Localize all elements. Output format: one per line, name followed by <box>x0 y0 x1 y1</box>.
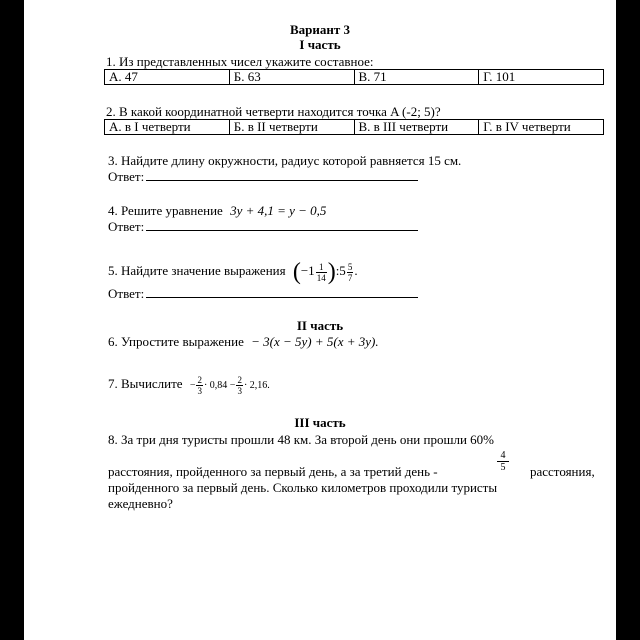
q2-option-c[interactable]: В. в III четверти <box>354 120 479 135</box>
q8-line-2b: расстояния, <box>530 464 595 479</box>
q4-answer-row <box>108 219 418 234</box>
q1-option-c[interactable]: В. 71 <box>354 70 479 85</box>
q7-row <box>108 372 270 398</box>
q7-fraction-1: $\frac{2}{3}$ <box>197 375 202 397</box>
q4-answer-label: Ответ: <box>108 219 145 234</box>
q5-fraction-2: $\frac{5}{7}$ <box>347 261 353 283</box>
q6-text: 6. Упростите выражение <box>108 334 244 349</box>
worksheet-page <box>24 0 616 640</box>
part2-heading: II часть <box>296 318 344 333</box>
q3-text: 3. Найдите длину окружности, радиус которой равняется 15 см. <box>108 153 462 168</box>
q5-row <box>108 258 358 284</box>
q6-expression: − 3(x − 5y) + 5(x + 3y). <box>251 334 379 349</box>
part1-heading: I часть <box>299 37 341 52</box>
q8-fraction: 4 5 <box>497 450 509 473</box>
q8-line-4: ежедневно? <box>108 496 173 511</box>
q2-text: 2. В какой координатной четверти находится точка A (-2; 5)? <box>106 104 441 119</box>
q1-option-b[interactable]: Б. 63 <box>229 70 354 85</box>
q5-text: 5. Найдите значение выражения <box>108 263 286 278</box>
q3-answer-label: Ответ: <box>108 169 145 184</box>
q4-row <box>108 203 326 218</box>
q5-answer-line[interactable] <box>146 286 418 298</box>
variant-title: Вариант 3 <box>289 22 351 37</box>
q8-line-3: пройденного за первый день. Сколько километров проходили туристы <box>108 480 498 495</box>
q3-answer-line[interactable] <box>146 169 418 181</box>
q5-answer-row <box>108 286 418 301</box>
q5-answer-label: Ответ: <box>108 286 145 301</box>
q4-equation: 3y + 4,1 = y − 0,5 <box>230 203 327 218</box>
q7-text: 7. Вычислите <box>108 376 183 391</box>
q1-option-d[interactable]: Г. 101 <box>479 70 604 85</box>
q2-option-b[interactable]: Б. в II четверти <box>229 120 354 135</box>
q6-row <box>108 334 379 349</box>
q5-expression: (−1 $\frac{1}{14}$ ):5 $\frac{5}{7}$ . <box>292 259 358 286</box>
q7-expression: − $\frac{2}{3}$ · 0,84 − $\frac{2}{3}$ · 2,16. <box>189 375 270 397</box>
q5-fraction-1: $\frac{1}{14}$ <box>316 261 326 283</box>
q4-text: 4. Решите уравнение <box>108 203 223 218</box>
q2-option-a[interactable]: А. в I четверти <box>105 120 230 135</box>
q1-options-table <box>104 69 604 85</box>
q7-fraction-2: $\frac{2}{3}$ <box>237 375 242 397</box>
q4-answer-line[interactable] <box>146 219 418 231</box>
q1-text: 1. Из представленных чисел укажите составное: <box>106 54 374 69</box>
q8-line-2a: расстояния, пройденного за первый день, а за третий день - <box>108 464 438 479</box>
q1-option-a[interactable]: А. 47 <box>105 70 230 85</box>
part3-heading: III часть <box>294 415 346 430</box>
q8-line-1: 8. За три дня туристы прошли 48 км. За второй день они прошли 60% <box>108 432 494 447</box>
q2-options-table <box>104 119 604 135</box>
q2-option-d[interactable]: Г. в IV четверти <box>479 120 604 135</box>
q3-answer-row <box>108 169 418 184</box>
